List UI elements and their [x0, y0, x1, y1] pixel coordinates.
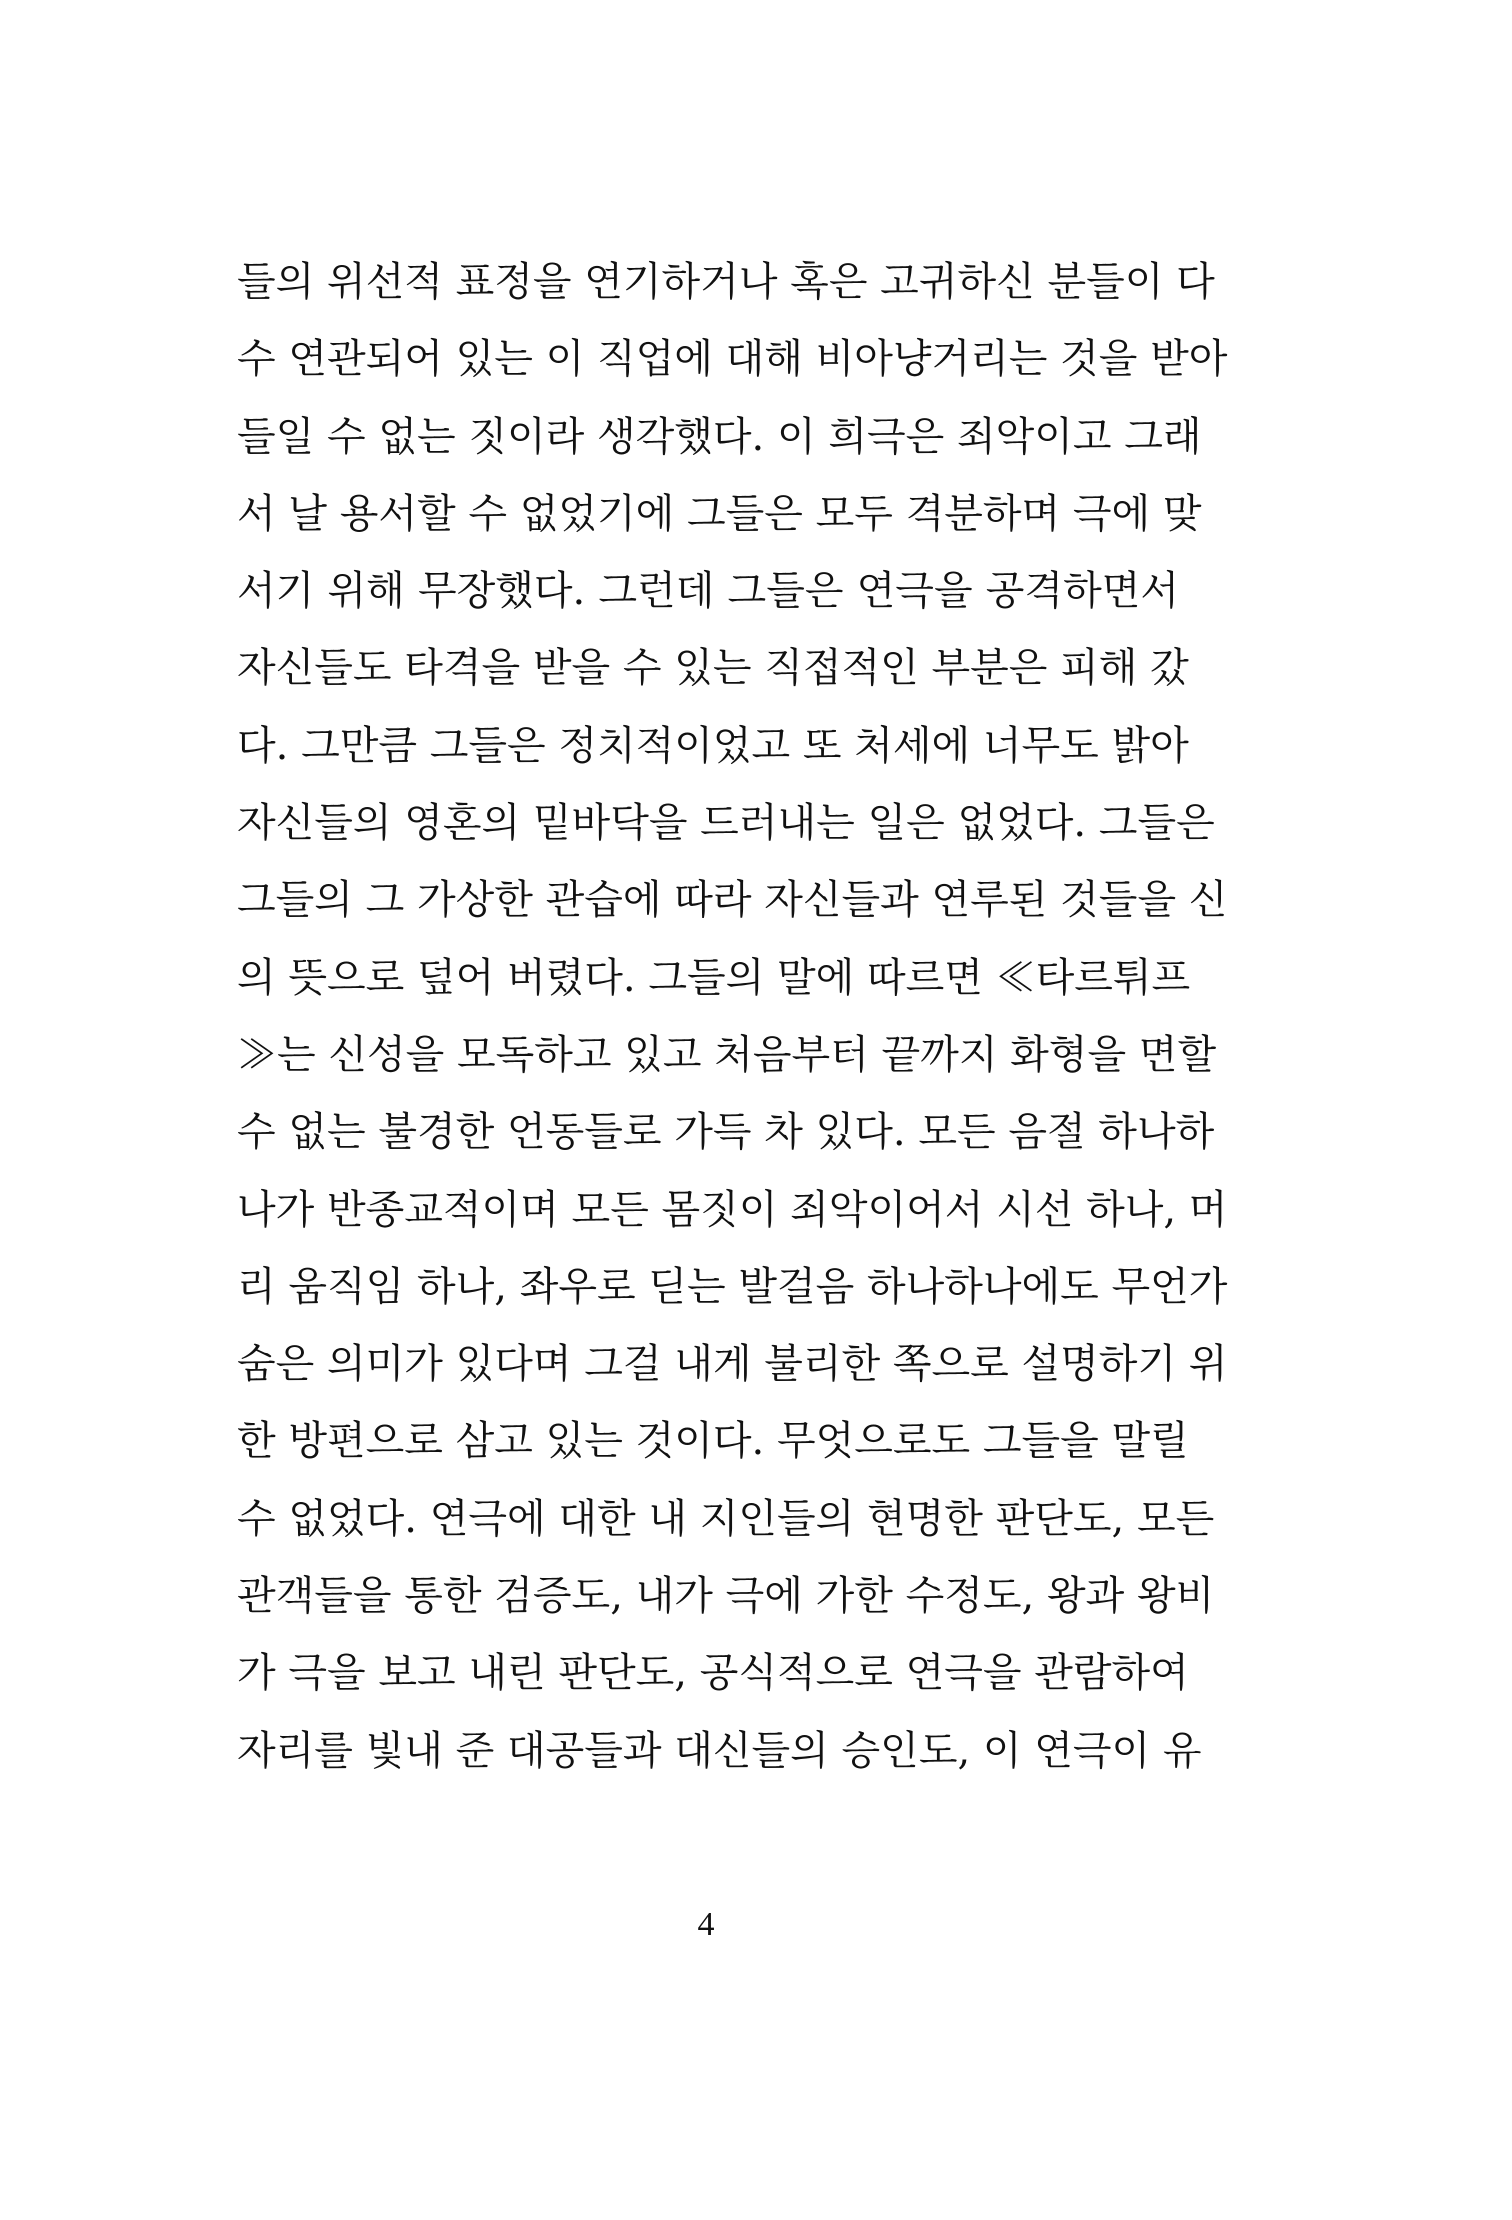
page-number: 4 — [697, 1906, 715, 1943]
text-line: 리 움직임 하나, 좌우로 딛는 발걸음 하나하나에도 무언가 — [237, 1263, 1228, 1310]
text-line: 서기 위해 무장했다. 그런데 그들은 연극을 공격하면서 — [237, 568, 1179, 615]
text-line: 나가 반종교적이며 모든 몸짓이 죄악이어서 시선 하나, 머 — [237, 1186, 1228, 1233]
text-line: 한 방편으로 삼고 있는 것이다. 무엇으로도 그들을 말릴 — [237, 1418, 1189, 1465]
text-line: ≫는 신성을 모독하고 있고 처음부터 끝까지 화형을 면할 — [237, 1031, 1217, 1078]
text-line: 들일 수 없는 짓이라 생각했다. 이 희극은 죄악이고 그래 — [237, 413, 1202, 460]
text-line: 다. 그만큼 그들은 정치적이었고 또 처세에 너무도 밝아 — [237, 722, 1189, 769]
text-line: 그들의 그 가상한 관습에 따라 자신들과 연루된 것들을 신 — [237, 877, 1228, 924]
text-line: 자리를 빛내 준 대공들과 대신들의 승인도, 이 연극이 유 — [237, 1727, 1202, 1774]
text-line: 수 연관되어 있는 이 직업에 대해 비아냥거리는 것을 받아 — [237, 336, 1228, 383]
text-line: 수 없는 불경한 언동들로 가득 차 있다. 모든 음절 하나하 — [237, 1109, 1215, 1156]
text-line: 의 뜻으로 덮어 버렸다. 그들의 말에 따르면 ≪타르튀프 — [237, 954, 1191, 1001]
text-line: 수 없었다. 연극에 대한 내 지인들의 현명한 판단도, 모든 — [237, 1495, 1215, 1542]
text-line: 들의 위선적 표정을 연기하거나 혹은 고귀하신 분들이 다 — [237, 259, 1215, 305]
text-line: 서 날 용서할 수 없었기에 그들은 모두 격분하며 극에 맞 — [237, 490, 1202, 537]
body-text — [237, 250, 1228, 1796]
text-line: 숨은 의미가 있다며 그걸 내게 불리한 쪽으로 설명하기 위 — [237, 1341, 1228, 1388]
text-line: 관객들을 통한 검증도, 내가 극에 가한 수정도, 왕과 왕비 — [237, 1573, 1215, 1620]
text-line: 자신들의 영혼의 밑바닥을 드러내는 일은 없었다. 그들은 — [237, 800, 1215, 847]
text-line: 가 극을 보고 내린 판단도, 공식적으로 연극을 관람하여 — [237, 1650, 1189, 1697]
text-line: 자신들도 타격을 받을 수 있는 직접적인 부분은 피해 갔 — [237, 645, 1189, 692]
